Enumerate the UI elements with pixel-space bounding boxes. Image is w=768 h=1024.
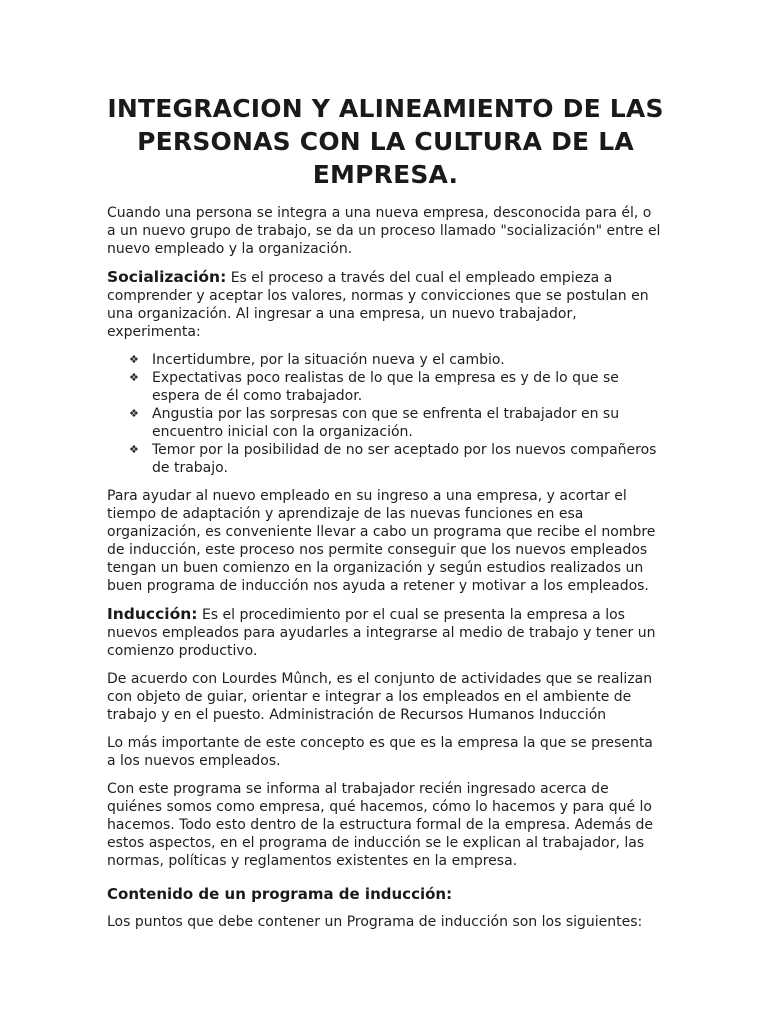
diamond-bullet-icon: ❖ [129, 371, 139, 384]
contenido-heading: Contenido de un programa de inducción: [107, 885, 453, 903]
list-item-text: Expectativas poco realistas de lo que la empresa es y de lo que se espera de él como trabajador. [152, 370, 619, 404]
para-ayudar-paragraph: Para ayudar al nuevo empleado en su ingreso a una empresa, y acortar el tiempo de adaptación y aprendizaje de las nuevas funciones en esa organización, es conveniente llevar a cabo un programa que recibe el nombre de inducción, este proceso nos permite conseguir que los nuevos empleados tengan un buen comienzo en la organización y según estudios realizados un buen programa de inducción nos ayuda a retener y motivar a los empleados. [107, 488, 656, 594]
document-title: INTEGRACION Y ALINEAMIENTO DE LAS PERSONAS CON LA CULTURA DE LA EMPRESA. [107, 94, 664, 189]
list-item-text: Incertidumbre, por la situación nueva y el cambio. [152, 352, 505, 368]
list-item [129, 351, 664, 369]
importance-paragraph: Lo más importante de este concepto es que es la empresa la que se presenta a los nuevos empleados. [107, 735, 653, 769]
list-item-text: Temor por la posibilidad de no ser aceptado por los nuevos compañeros de trabajo. [152, 442, 657, 476]
munch-paragraph: De acuerdo con Lourdes Mûnch, es el conjunto de actividades que se realizan con objeto de guiar, orientar e integrar a los empleados en el ambiente de trabajo y en el puesto. Administración de Recursos Humanos Inducción [107, 671, 653, 723]
induccion-term: Inducción: [107, 605, 198, 623]
socializacion-paragraph [107, 268, 664, 341]
experience-list [129, 351, 664, 477]
list-item-text: Angustia por las sorpresas con que se enfrenta el trabajador en su encuentro inicial con la organización. [152, 406, 620, 440]
diamond-bullet-icon: ❖ [129, 353, 139, 366]
diamond-bullet-icon: ❖ [129, 443, 139, 456]
diamond-bullet-icon: ❖ [129, 407, 139, 420]
list-item [129, 441, 664, 477]
puntos-paragraph: Los puntos que debe contener un Programa de inducción son los siguientes: [107, 914, 643, 930]
program-paragraph: Con este programa se informa al trabajador recién ingresado acerca de quiénes somos como empresa, qué hacemos, cómo lo hacemos y para qué lo hacemos. Todo esto dentro de la estructura formal de la empresa. Además de estos aspectos, en el programa de inducción se le explican al trabajador, las normas, políticas y reglamentos existentes en la empresa. [107, 781, 653, 869]
induccion-paragraph [107, 605, 664, 660]
socializacion-text: Es el proceso a través del cual el empleado empieza a comprender y aceptar los valores, normas y convicciones que se postulan en una organización. Al ingresar a una empresa, un nuevo trabajador, experimenta: [107, 270, 649, 340]
intro-paragraph: Cuando una persona se integra a una nueva empresa, desconocida para él, o a un nuevo grupo de trabajo, se da un proceso llamado "socialización" entre el nuevo empleado y la organización. [107, 205, 661, 257]
socializacion-term: Socialización: [107, 268, 227, 286]
list-item [129, 405, 664, 441]
list-item [129, 369, 664, 405]
induccion-text: Es el procedimiento por el cual se presenta la empresa a los nuevos empleados para ayudarles a integrarse al medio de trabajo y tener un comienzo productivo. [107, 607, 656, 659]
